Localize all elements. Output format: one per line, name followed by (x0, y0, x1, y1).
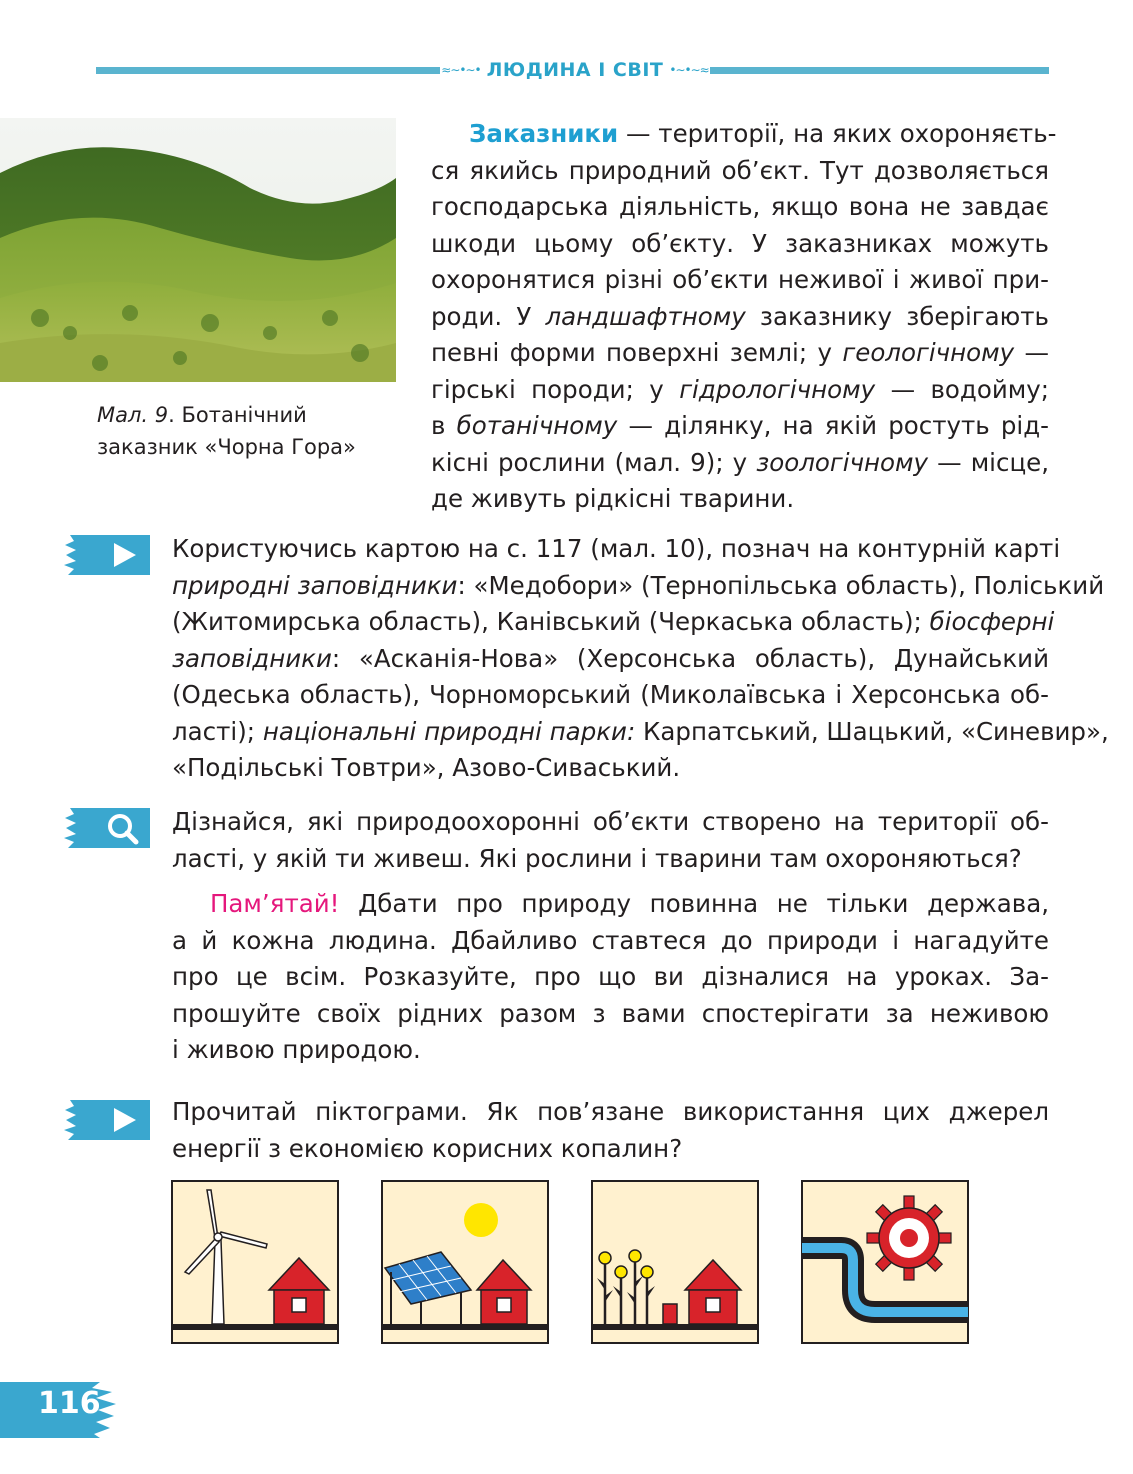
remember-label: Пам’ятай! (210, 889, 340, 918)
task-explore-region (172, 804, 1049, 877)
caption-number: Мал. 9 (97, 403, 169, 427)
text-line: в ботанічному — ділянку, на якій ростуть рід- (431, 411, 1049, 440)
biofuel-plants-icon (591, 1180, 759, 1344)
text-line: кісні рослини (мал. 9); у зоологічному — місце, (431, 447, 1050, 477)
text-line: і живою природою. (172, 1035, 421, 1064)
text-line: охоронятися різні об’єкти неживої і живої при- (431, 265, 1049, 294)
text-line: про це всім. Розказуйте, про що ви дізналися на уроках. За- (172, 962, 1049, 991)
text-line: «Подільські Товтри», Азово-Сиваський. (172, 753, 681, 782)
running-header (440, 56, 710, 84)
text-line: господарська діяльність, якщо вона не завдає (431, 192, 1049, 221)
task-map-reserves (172, 531, 1109, 787)
ornament-left-icon: ≈∼•∼• (441, 63, 481, 77)
text-line: шкоди цьому об’єкту. У заказниках можуть (431, 228, 1049, 258)
text-line: (Одеська область), Чорноморський (Миколаївська і Херсонська об- (172, 680, 1049, 709)
text-line: ся якийсь природний об’єкт. Тут дозволяється (431, 155, 1049, 185)
paragraph-zakaznyky (431, 116, 1057, 518)
text-line: гірські породи; у гідрологічному — водойму; (431, 374, 1050, 404)
text-line: (Житомирська область), Канівський (Черкаська область); біосферні (172, 607, 1055, 636)
figure-caption (97, 399, 356, 463)
text-line: заповідники: «Асканія-Нова» (Херсонська область), Дунайський (172, 643, 1049, 673)
magnifier-icon (62, 806, 154, 850)
text-line: Дізнайся, які природоохоронні об’єкти створено на території об- (172, 807, 1049, 836)
page-number: 116 (38, 1386, 101, 1421)
text-line: природні заповідники: «Медобори» (Тернопільська область), Поліський (172, 570, 1105, 600)
text-line: Користуючись картою на с. 117 (мал. 10), познач на контурній карті (172, 534, 1061, 563)
page-number-tab (0, 1382, 120, 1438)
photo-chorna-hora (0, 118, 396, 382)
solar-panel-icon (381, 1180, 549, 1344)
text-line: певні форми поверхні землі; у геологічному — (431, 338, 1049, 367)
text-line: ласті); національні природні парки: Карпатський, Шацький, «Синевир», (172, 716, 1109, 746)
text-line: де живуть рідкісні тварини. (431, 484, 795, 513)
text-line: ласті, у якій ти живеш. Які рослини і тварини там охороняються? (172, 843, 1022, 873)
play-arrow-icon (62, 1098, 154, 1142)
remember-paragraph (172, 886, 1049, 1069)
task-pictograms (172, 1094, 1049, 1167)
text-line: енергії з економією корисних копалин? (172, 1133, 683, 1163)
text-line: роди. У ландшафтному заказнику зберігають (431, 301, 1049, 331)
caption-text: . Ботанічний (168, 403, 307, 427)
text-line: а й кожна людина. Дбайливо ставтеся до природи і нагадуйте (172, 925, 1049, 955)
text-line: Прочитай піктограми. Як пов’язане використання цих джерел (172, 1097, 1049, 1126)
ornament-right-icon: •∼•∼≈ (669, 63, 709, 77)
text-line: — території, на яких охороняєть- (618, 119, 1057, 148)
header-title: ЛЮДИНА І СВІТ (486, 59, 664, 81)
play-arrow-icon (62, 533, 154, 577)
caption-text-2: заказник «Чорна Гора» (97, 435, 356, 459)
term-zakaznyky: Заказники (469, 119, 619, 148)
wind-turbine-icon (171, 1180, 339, 1344)
hydro-turbine-icon (801, 1180, 969, 1344)
text-line: Дбати про природу повинна не тільки держава, (339, 889, 1049, 918)
text-line: прошуйте своїх рідних разом з вами спостерігати за неживою (172, 998, 1049, 1028)
